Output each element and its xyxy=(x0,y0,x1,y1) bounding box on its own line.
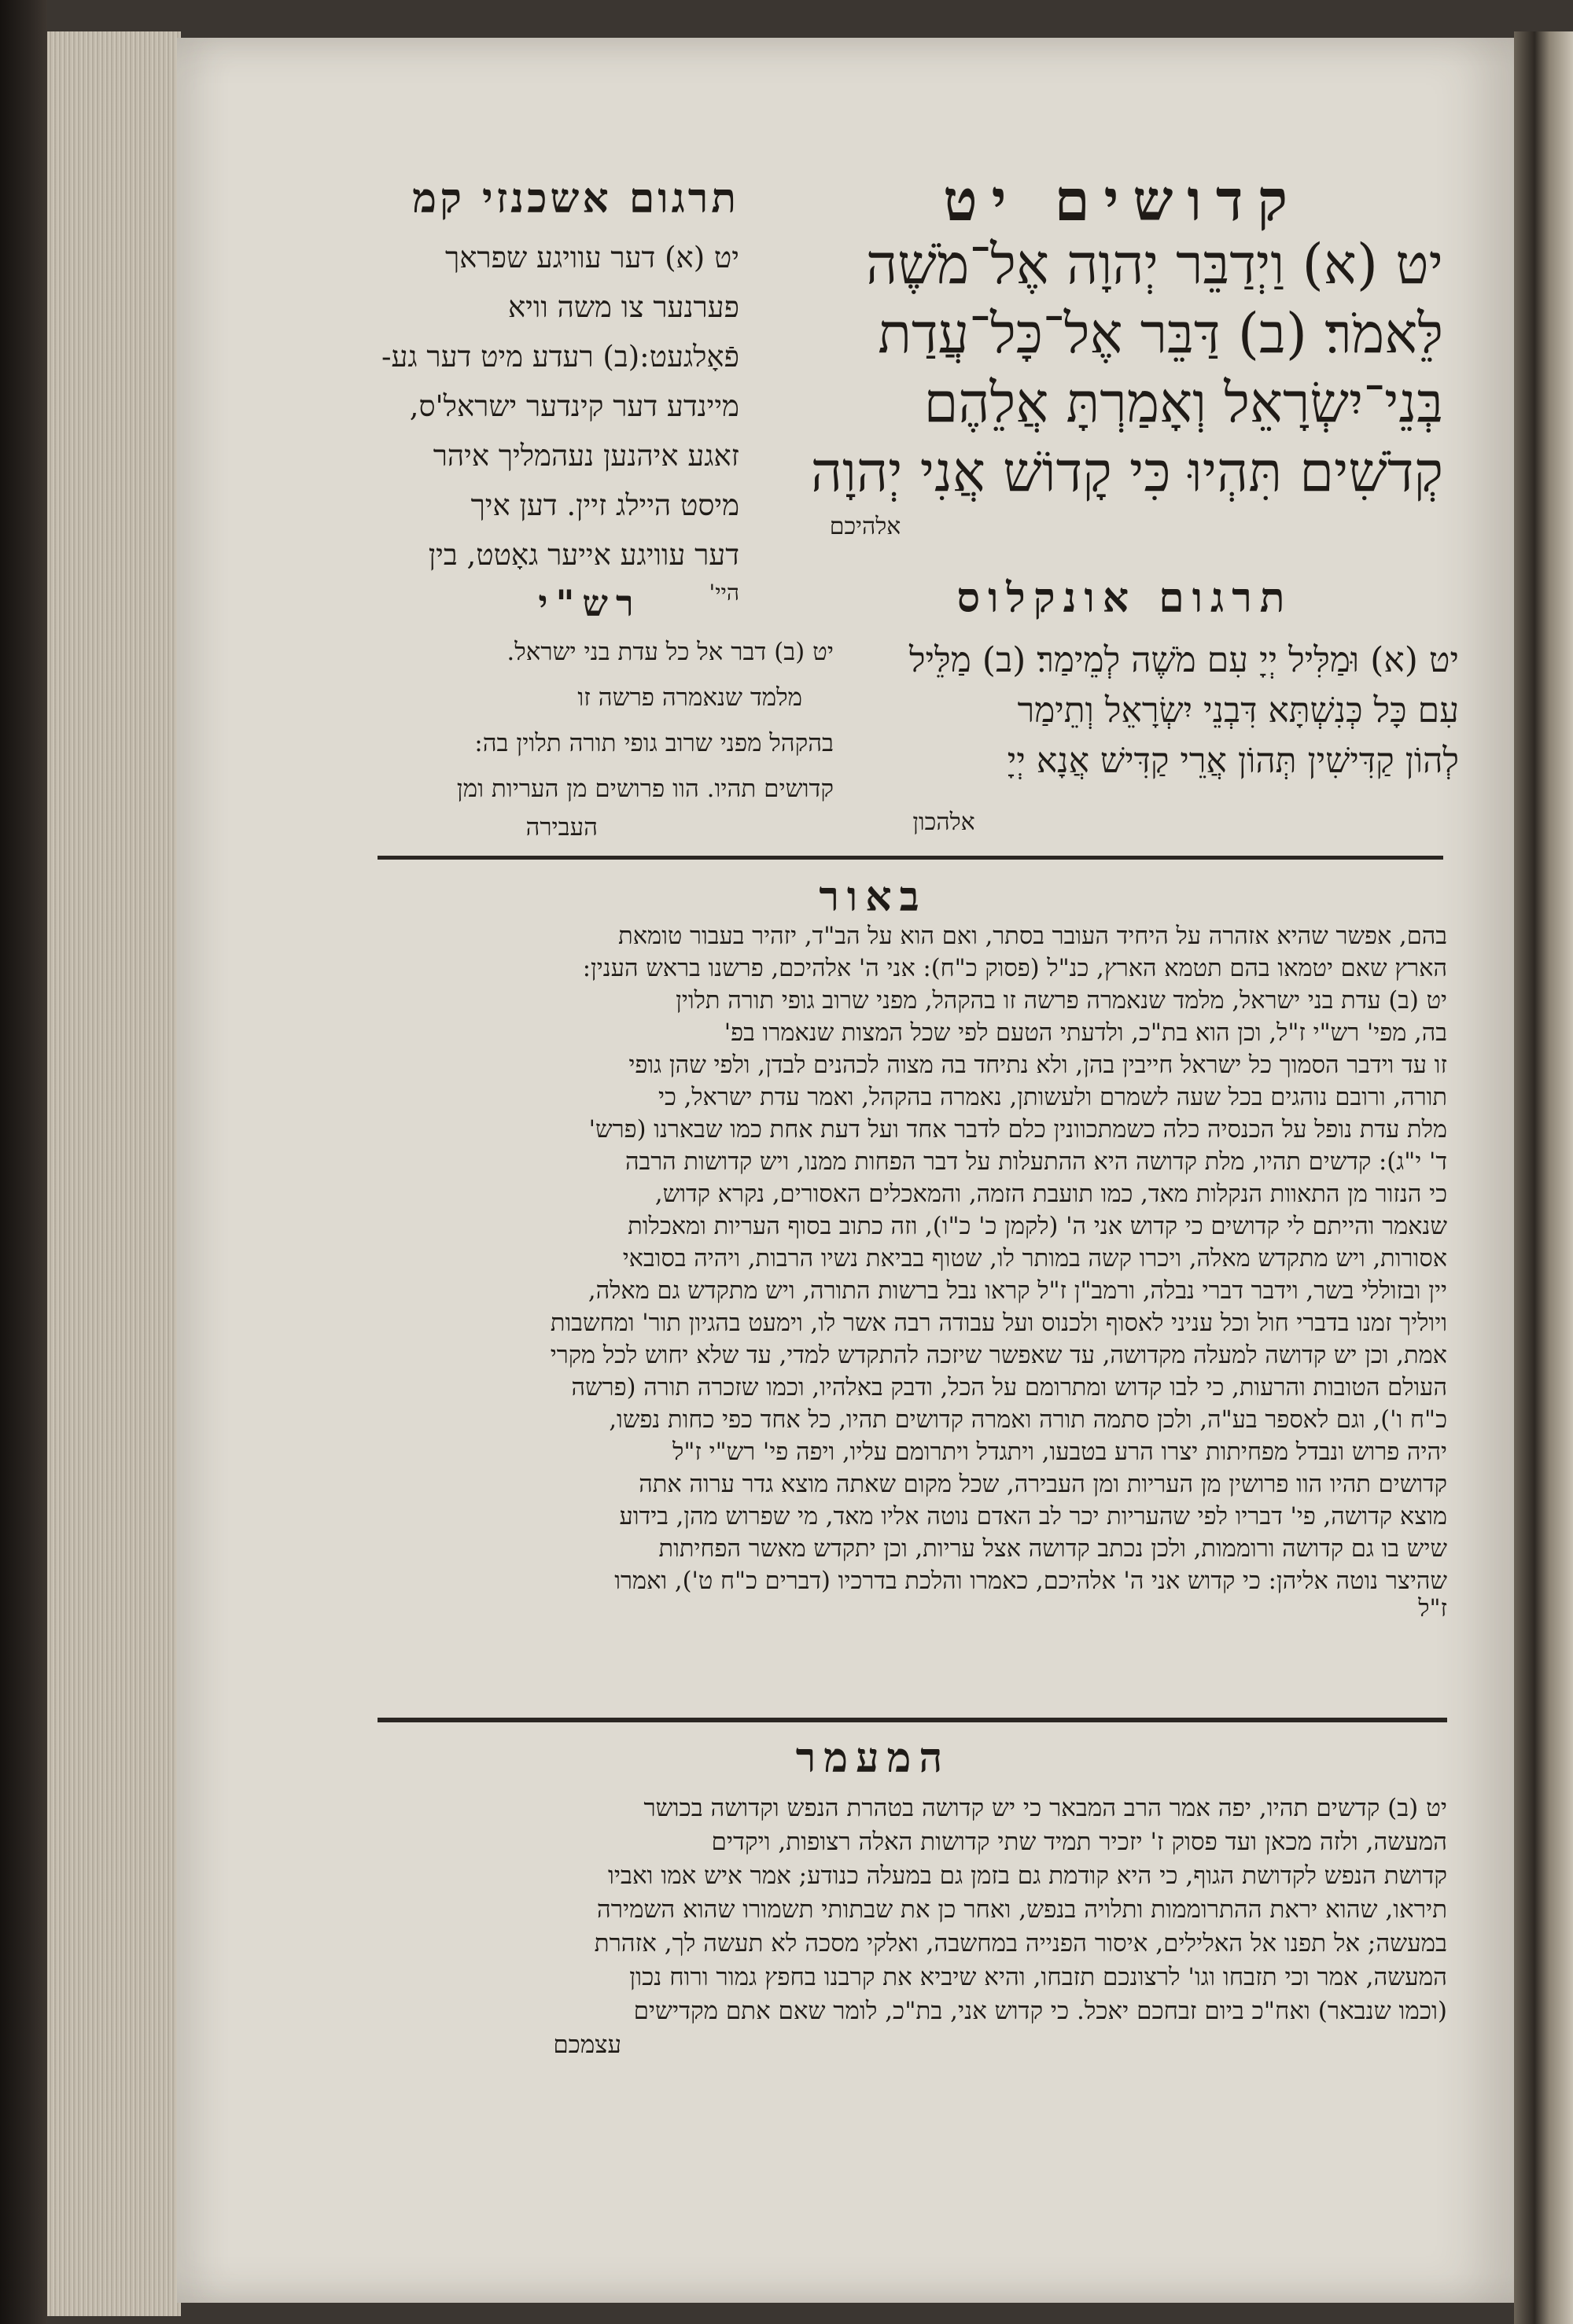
rashi-line: העבירה xyxy=(525,813,598,842)
rashi-line: יט (ב) דבר אל כל עדת בני ישראל. xyxy=(507,638,834,666)
torah-catchword: אלהיכם xyxy=(829,513,901,540)
rashi-title: רש"י xyxy=(538,582,642,624)
biur-line: העולם הטובות והרעות, כי לבו קדוש ומתרומם על הכל, ודבק באלהיו, וכמו שזכרה תורה (פרשה xyxy=(571,1374,1447,1401)
torah-line: לֵּאמֹר׃ (ב) דַּבֵּר אֶל־כָּל־עֲדַת xyxy=(878,301,1443,366)
biur-line: בה, מפי' רש"י ז"ל, וכן הוא בת"כ, ולדעתי הטעם לפי שכל המצות שנאמרו בפ' xyxy=(724,1019,1447,1047)
book-gutter xyxy=(1514,31,1573,2324)
torah-line: יט (א) וַיְדַבֵּר יְהוָה אֶל־מֹשֶׁה xyxy=(866,232,1443,296)
biur-line: ויוליך זמנו בדברי חול וכל עניני לאסוף ולכנוס ועל עבודה רבה אשר לו, וימעט בהגיון תור' ומחשבות xyxy=(550,1309,1447,1337)
yiddish-line: דער עוויגע אייער גאָטט, בין xyxy=(428,538,739,572)
hamaamar-title: המעמר xyxy=(795,1734,951,1782)
biur-line: יין ובזוללי בשר, וידבר דברי נבלה, ורמב"ן ז"ל קראו נבל ברשות התורה, ויש מתקדש גם מאלה, xyxy=(588,1277,1447,1305)
biur-line: שנאמר והייתם לי קדושים כי קדוש אני ה' (לקמן כ' כ"ו), וזה כתוב בסוף העריות ומאכלות xyxy=(628,1213,1447,1240)
onkelos-line: יט (א) וּמַלִּיל יְיָ עִם מֹשֶׁה לְמֵימַר׃ (ב) מַלֵּיל xyxy=(909,640,1459,680)
rashi-line: מלמד שנאמרה פרשה זו xyxy=(577,683,802,712)
biur-title: באור xyxy=(819,873,927,921)
yiddish-line: פערנער צו משה וויא xyxy=(507,290,739,324)
torah-line: קְדֹשִׁים תִּהְיוּ כִּי קָדוֹשׁ אֲנִי יְהוָה xyxy=(810,440,1443,504)
biur-line: שהיצר נוטה אליהן: כי קדוש אני ה' אלהיכם, כאמרו והלכת בדרכיו (דברים כ"ח ט'), ואמרו xyxy=(614,1567,1447,1595)
torah-line: בְּנֵי־יִשְׂרָאֵל וְאָמַרְתָּ אֲלֵהֶם xyxy=(923,370,1443,435)
biur-line: אמת, וכן יש קדושה למעלה מקדושה, עד שאפשר שיזכה להתקדש למדי, עד שלא יחוש לכל מקרי xyxy=(550,1342,1447,1369)
hamaamar-line: עצמכם xyxy=(553,2031,621,2059)
biur-line: הארץ שאם יטמאו בהם תטמא הארץ, כנ"ל (פסוק כ"ח): אני ה' אלהיכם, פרשנו בראש הענין: xyxy=(582,955,1447,982)
hamaamar-line: תיראו, שהוא יראת ההתרוממות ותלויה בנפש, ואחר כן את שבתותי תשמורו שהוא השמירה xyxy=(596,1895,1447,1924)
biur-line: תורה, ורובם נוהגים בכל שעה לשמרם ולעשותן, נאמרה בהקהל, ואמר עדת ישראל, כי xyxy=(658,1084,1447,1111)
yiddish-line: זאגע איהנען נעהמליך איהר xyxy=(433,439,739,473)
yiddish-line: יט (א) דער עוויגע שפראך xyxy=(445,241,739,274)
hamaamar-line: (וכמו שנבאר) ואח"כ ביום זבחכם יאכל. כי קדוש אני, בת"כ, לומר שאם אתם מקדישים xyxy=(633,1997,1447,2025)
biur-text xyxy=(370,920,1447,1621)
book-spine xyxy=(0,0,47,2324)
rashi-line: קדושים תהיו. הוו פרושים מן העריות ומן xyxy=(456,775,834,803)
torah-text xyxy=(767,230,1443,506)
biur-line: אסורות, ויש מתקדש מאלה, ויכרו קשה במותר לו, שטוף בביאת נשיו הרבות, ויהיה בסובאי xyxy=(622,1245,1447,1272)
yiddish-line: פֿאָלגעט:(ב) רעדע מיט דער גע- xyxy=(381,340,739,374)
biur-line: מלת עדת נופל על הכנסיה כלה כשמתכוונין כלם לדבר אחד ועל דעת אחת כמו שבארנו (פרש' xyxy=(588,1116,1447,1144)
yiddish-line: מיסט היילג זיין. דען איך xyxy=(470,488,739,522)
onkelos-title: תרגום אונקלוס xyxy=(956,574,1293,622)
hamaamar-line: יט (ב) קדשים תהיו, יפה אמר הרב המבאר כי יש קדושה בטהרת הנפש וקדושה בכושר xyxy=(643,1794,1447,1822)
onkelos-text xyxy=(845,635,1459,786)
section-divider xyxy=(378,856,1443,860)
biur-line: ד' י"ג): קדשים תהיו, מלת קדושה היא ההתעלות על דבר הפחות ממנו, ויש קדושות הרבה xyxy=(624,1148,1447,1176)
biur-line: כ"ח ו'), וגם לאספר בע"ה, ולכן סתמה תורה ואמרה קדושים תהיו, כל אחד כפי כחות נפשו, xyxy=(609,1406,1447,1434)
section-divider xyxy=(378,1718,1447,1722)
hamaamar-line: במעשה; אל תפנו אל האלילים, איסור הפנייה במחשבה, ואלקי מסכה לא תעשה לך, אזהרת xyxy=(594,1929,1447,1958)
biur-line: שיש בו גם קדושה ורוממות, ולכן נכתב קדושה אצל עריות, וכן יתקדש מאשר הפחיתות xyxy=(658,1535,1447,1563)
rashi-text xyxy=(378,629,834,843)
hamaamar-line: המעשה, אמר וכי תזבחו וגו' לרצונכם תזבחו, והיא שיביא את קרבנו בחפץ גמור ורוח נכון xyxy=(629,1963,1447,1991)
biur-line: בהם, אפשר שהיא אזהרה על היחיד העובר בסתר, ואם הוא על הב"ד, יזהיר בעבור טומאת xyxy=(618,923,1447,950)
biur-line: כי הנזור מן התאוות הנקלות מאד, כמו תועבת הזמה, והמאכלים האסורים, נקרא קדוש, xyxy=(654,1180,1447,1208)
parasha-header: קדושים יט xyxy=(943,167,1302,234)
hamaamar-line: קדושת הנפש לקדושת הגוף, כי היא קודמת גם בזמן גם במעלה כנודע; אמר איש אמו ואביו xyxy=(607,1862,1447,1890)
yiddish-line: מיינדע דער קינדער ישראל'ס, xyxy=(409,389,739,423)
rashi-line: בהקהל מפני שרוב גופי תורה תלוין בה: xyxy=(474,729,834,757)
translation-header: תרגום אשכנזי קמ xyxy=(412,175,739,223)
hamaamar-text xyxy=(370,1792,1447,2062)
biur-line: מוצא קדושה, פי' דבריו לפי שהעריות יכר לב האדם נוטה אליו מאד, מי שפרוש מהן, בידוע xyxy=(619,1503,1447,1530)
page-edges xyxy=(47,31,181,2316)
onkelos-line: עִם כָּל כְּנִשְׁתָּא דִּבְנֵי יִשְׂרָאֵל וְתֵימַר xyxy=(1017,691,1459,731)
biur-line: קדושים תהיו הוו פרושין מן העריות ומן העבירה, שכל מקום שאתה מוצא גדר ערוה אתה xyxy=(639,1471,1447,1498)
yiddish-line: היי' xyxy=(709,580,739,606)
onkelos-line: לְהוֹן קַדִּישִׁין תְּהוֹן אֲרֵי קַדִּישׁ אֲנָא יְיָ xyxy=(1007,741,1459,781)
hamaamar-line: המעשה, ולזה מכאן ועד פסוק ז' יזכיר תמיד שתי קדושות האלה רצופות, ויקדים xyxy=(711,1828,1447,1856)
yiddish-translation xyxy=(370,233,739,606)
onkelos-catchword: אלהכון xyxy=(912,808,975,836)
biur-line: יהיה פרוש ונבדל מפחיתות יצרו הרע בטבעו, ויתגדל ויתרומם עליו, ויפה פי' רש"י ז"ל xyxy=(672,1438,1447,1466)
biur-line: יט (ב) עדת בני ישראל, מלמד שנאמרה פרשה זו בהקהל, מפני שרוב גופי תורה תלוין xyxy=(676,987,1447,1015)
biur-line: זו עד וידבר הסמוך כל ישראל חייבין בהן, ולא נתיחד בה מצוה לכהנים לבדן, ולפי שהן גופי xyxy=(628,1052,1447,1079)
biur-line: ז"ל xyxy=(1418,1595,1447,1622)
